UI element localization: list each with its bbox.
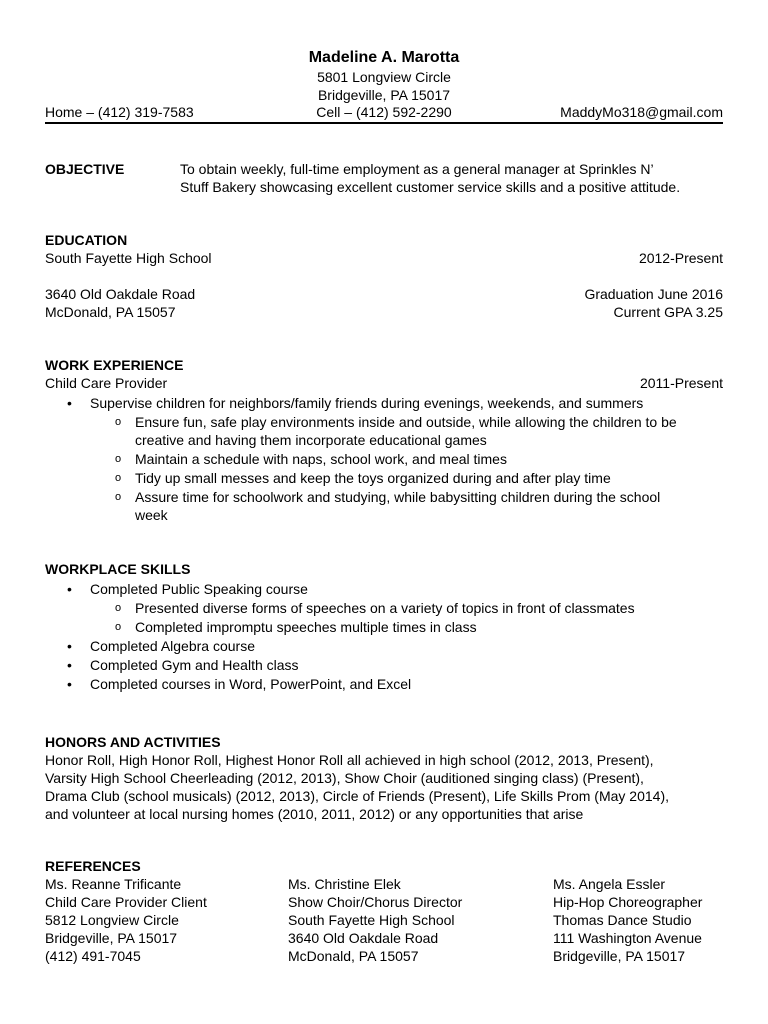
graduation-date: Graduation June 2016 bbox=[584, 286, 723, 302]
list-item: o Maintain a schedule with naps, school work, and meal times bbox=[45, 450, 723, 468]
list-item: • Completed courses in Word, PowerPoint, and Excel bbox=[45, 675, 723, 693]
references-heading: REFERENCES bbox=[45, 858, 141, 874]
reference-2: Ms. Christine Elek Show Choir/Chorus Director South Fayette High School 3640 Old Oakdale Road McDonald, PA 15057 bbox=[288, 876, 463, 964]
school-name: South Fayette High School bbox=[45, 250, 212, 266]
header-divider bbox=[45, 122, 723, 124]
school-years: 2012-Present bbox=[638, 250, 723, 266]
list-item: o Ensure fun, safe play environments inside and outside, while allowing the children to be creative and having them incorporate educational games bbox=[45, 413, 723, 449]
skills-heading: WORKPLACE SKILLS bbox=[45, 561, 191, 577]
list-item: o Assure time for schoolwork and studying, while babysitting children during the school week bbox=[45, 488, 723, 524]
home-phone: Home – (412) 319-7583 bbox=[45, 104, 194, 120]
resume-page bbox=[45, 0, 723, 1024]
honors-heading: HONORS AND ACTIVITIES bbox=[45, 734, 221, 750]
contact-row bbox=[45, 103, 723, 121]
reference-3: Ms. Angela Essler Hip-Hop Choreographer Thomas Dance Studio 111 Washington Avenue Bridgeville, PA 15017 bbox=[553, 876, 703, 964]
list-item: • Supervise children for neighbors/family friends during evenings, weekends, and summers bbox=[45, 394, 723, 412]
objective-line-2: Stuff Bakery showcasing excellent customer service skills and a positive attitude. bbox=[180, 179, 681, 195]
address-line-2: Bridgeville, PA 15017 bbox=[317, 87, 451, 103]
list-item: o Presented diverse forms of speeches on a variety of topics in front of classmates bbox=[45, 599, 723, 617]
email: MaddyMo318@gmail.com bbox=[560, 104, 723, 120]
work-bullet-list bbox=[45, 394, 723, 412]
school-street: 3640 Old Oakdale Road bbox=[45, 286, 196, 302]
list-item: • Completed Algebra course bbox=[45, 637, 723, 655]
honors-text: Honor Roll, High Honor Roll, Highest Honor Roll all achieved in high school (2012, 2013, Present), Varsity High School Cheerleading (2012, 2013), Show Choir (auditioned singing class) (Present), Drama Club (school musicals) (2012, 2013), Circle of Friends (Present), Life Skills Prom (May 2014), and volunteer at local nursing homes (2010, 2011, 2012) or any opportunities that arise bbox=[45, 752, 669, 822]
skills-list bbox=[45, 580, 723, 693]
objective-text bbox=[180, 160, 725, 196]
cell-phone: Cell – (412) 592-2290 bbox=[316, 104, 452, 120]
list-item: • Completed Public Speaking course bbox=[45, 580, 723, 598]
school-city: McDonald, PA 15057 bbox=[45, 304, 176, 320]
list-item: o Completed impromptu speeches multiple times in class bbox=[45, 618, 723, 636]
education-heading: EDUCATION bbox=[45, 232, 128, 248]
objective-heading: OBJECTIVE bbox=[45, 161, 125, 177]
work-sub-list bbox=[45, 413, 723, 524]
gpa: Current GPA 3.25 bbox=[613, 304, 723, 320]
list-item: o Tidy up small messes and keep the toys organized during and after play time bbox=[45, 469, 723, 487]
resume-name: Madeline A. Marotta bbox=[308, 49, 460, 66]
job-years: 2011-Present bbox=[639, 375, 723, 391]
job-title: Child Care Provider bbox=[45, 375, 168, 391]
work-heading: WORK EXPERIENCE bbox=[45, 357, 184, 373]
address-line-1: 5801 Longview Circle bbox=[317, 69, 451, 85]
list-item: • Completed Gym and Health class bbox=[45, 656, 723, 674]
objective-line-1: To obtain weekly, full-time employment as a general manager at Sprinkles N’ bbox=[180, 161, 654, 177]
reference-1: Ms. Reanne Trificante Child Care Provider Client 5812 Longview Circle Bridgeville, PA 15017 (412) 491-7045 bbox=[45, 876, 207, 964]
